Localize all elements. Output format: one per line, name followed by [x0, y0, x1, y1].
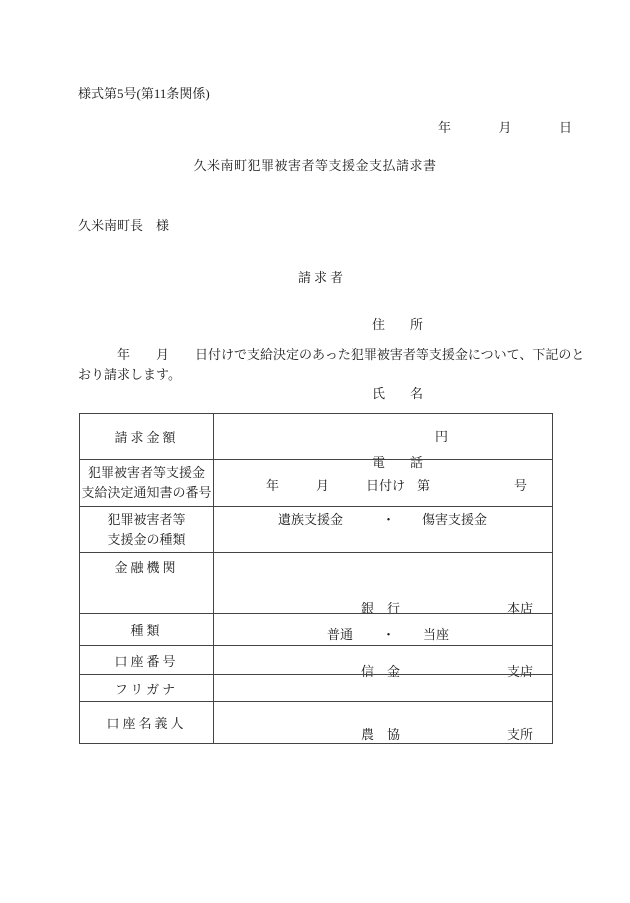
requester-phone-label: 電 話	[372, 455, 430, 470]
payment-request-table	[79, 413, 553, 744]
institution-type-coop: 農 協	[361, 727, 401, 742]
support-type-label-cell	[80, 506, 214, 552]
notice-date-suffix: 日付け	[366, 478, 406, 493]
issue-date-line	[438, 117, 572, 136]
furigana-label-cell	[80, 674, 214, 701]
amount-unit: 円	[435, 429, 449, 444]
issue-date-year-label: 年	[438, 120, 452, 135]
account-holder-label-cell	[80, 701, 214, 743]
account-type-ordinary: 普通	[327, 627, 354, 642]
amount-label: 請求金額	[114, 430, 179, 445]
notice-number-label: 犯罪被害者等支援金 支給決定通知書の番号	[81, 465, 212, 500]
institution-type-shinkin: 信 金	[361, 664, 401, 679]
notice-year-label: 年	[266, 478, 280, 493]
institution-label-cell	[80, 552, 214, 613]
institution-type-bank: 銀 行	[361, 601, 401, 616]
body-paragraph-line2: おり請求します。	[78, 367, 181, 382]
furigana-value-cell	[214, 674, 553, 701]
form-number: 様式第5号(第11条関係)	[78, 86, 210, 101]
issue-date-month-label: 月	[498, 120, 512, 135]
amount-label-cell	[80, 414, 214, 459]
support-type-value-cell	[214, 506, 553, 552]
institution-office-suboffice: 支所	[507, 727, 534, 742]
account-type-current: 当座	[423, 627, 450, 642]
body-paragraph-line1: 年 月 日付けで支給決定のあった犯罪被害者等支援金について、下記のと	[78, 347, 585, 362]
account-type-label-cell	[80, 613, 214, 645]
issue-date-day-label: 日	[558, 120, 572, 135]
notice-number-value-cell	[214, 459, 553, 506]
account-number-value-cell	[214, 645, 553, 674]
support-type-option-injury: 傷害支援金	[422, 512, 488, 527]
requester-name-label: 氏 名	[372, 386, 430, 401]
account-holder-value-cell	[214, 701, 553, 743]
notice-no-suffix: 号	[514, 478, 528, 493]
account-holder-label: 口座名義人	[106, 716, 187, 731]
support-type-separator: ・	[382, 512, 396, 527]
account-type-label: 種類	[130, 623, 163, 638]
notice-no-prefix: 第	[417, 478, 431, 493]
amount-value-cell	[214, 414, 553, 459]
institution-office-head: 本店	[507, 601, 534, 616]
support-type-option-bereaved: 遺族支援金	[278, 512, 344, 527]
addressee: 久米南町長 様	[78, 218, 170, 233]
support-type-label: 犯罪被害者等 支援金の種類	[107, 511, 186, 547]
account-type-value-cell	[214, 613, 553, 645]
furigana-label: フリガナ	[114, 681, 179, 697]
notice-number-label-cell	[80, 459, 214, 506]
account-number-label: 口座番号	[114, 653, 179, 669]
document-title: 久米南町犯罪被害者等支援金支払請求書	[193, 158, 437, 173]
notice-month-label: 月	[316, 478, 330, 493]
requester-address-label: 住 所	[372, 317, 430, 332]
institution-label: 金融機関	[114, 560, 179, 575]
institution-office-branch: 支店	[507, 664, 534, 679]
account-type-separator: ・	[382, 627, 396, 642]
account-number-label-cell	[80, 645, 214, 674]
requester-label: 請求者	[298, 270, 347, 285]
